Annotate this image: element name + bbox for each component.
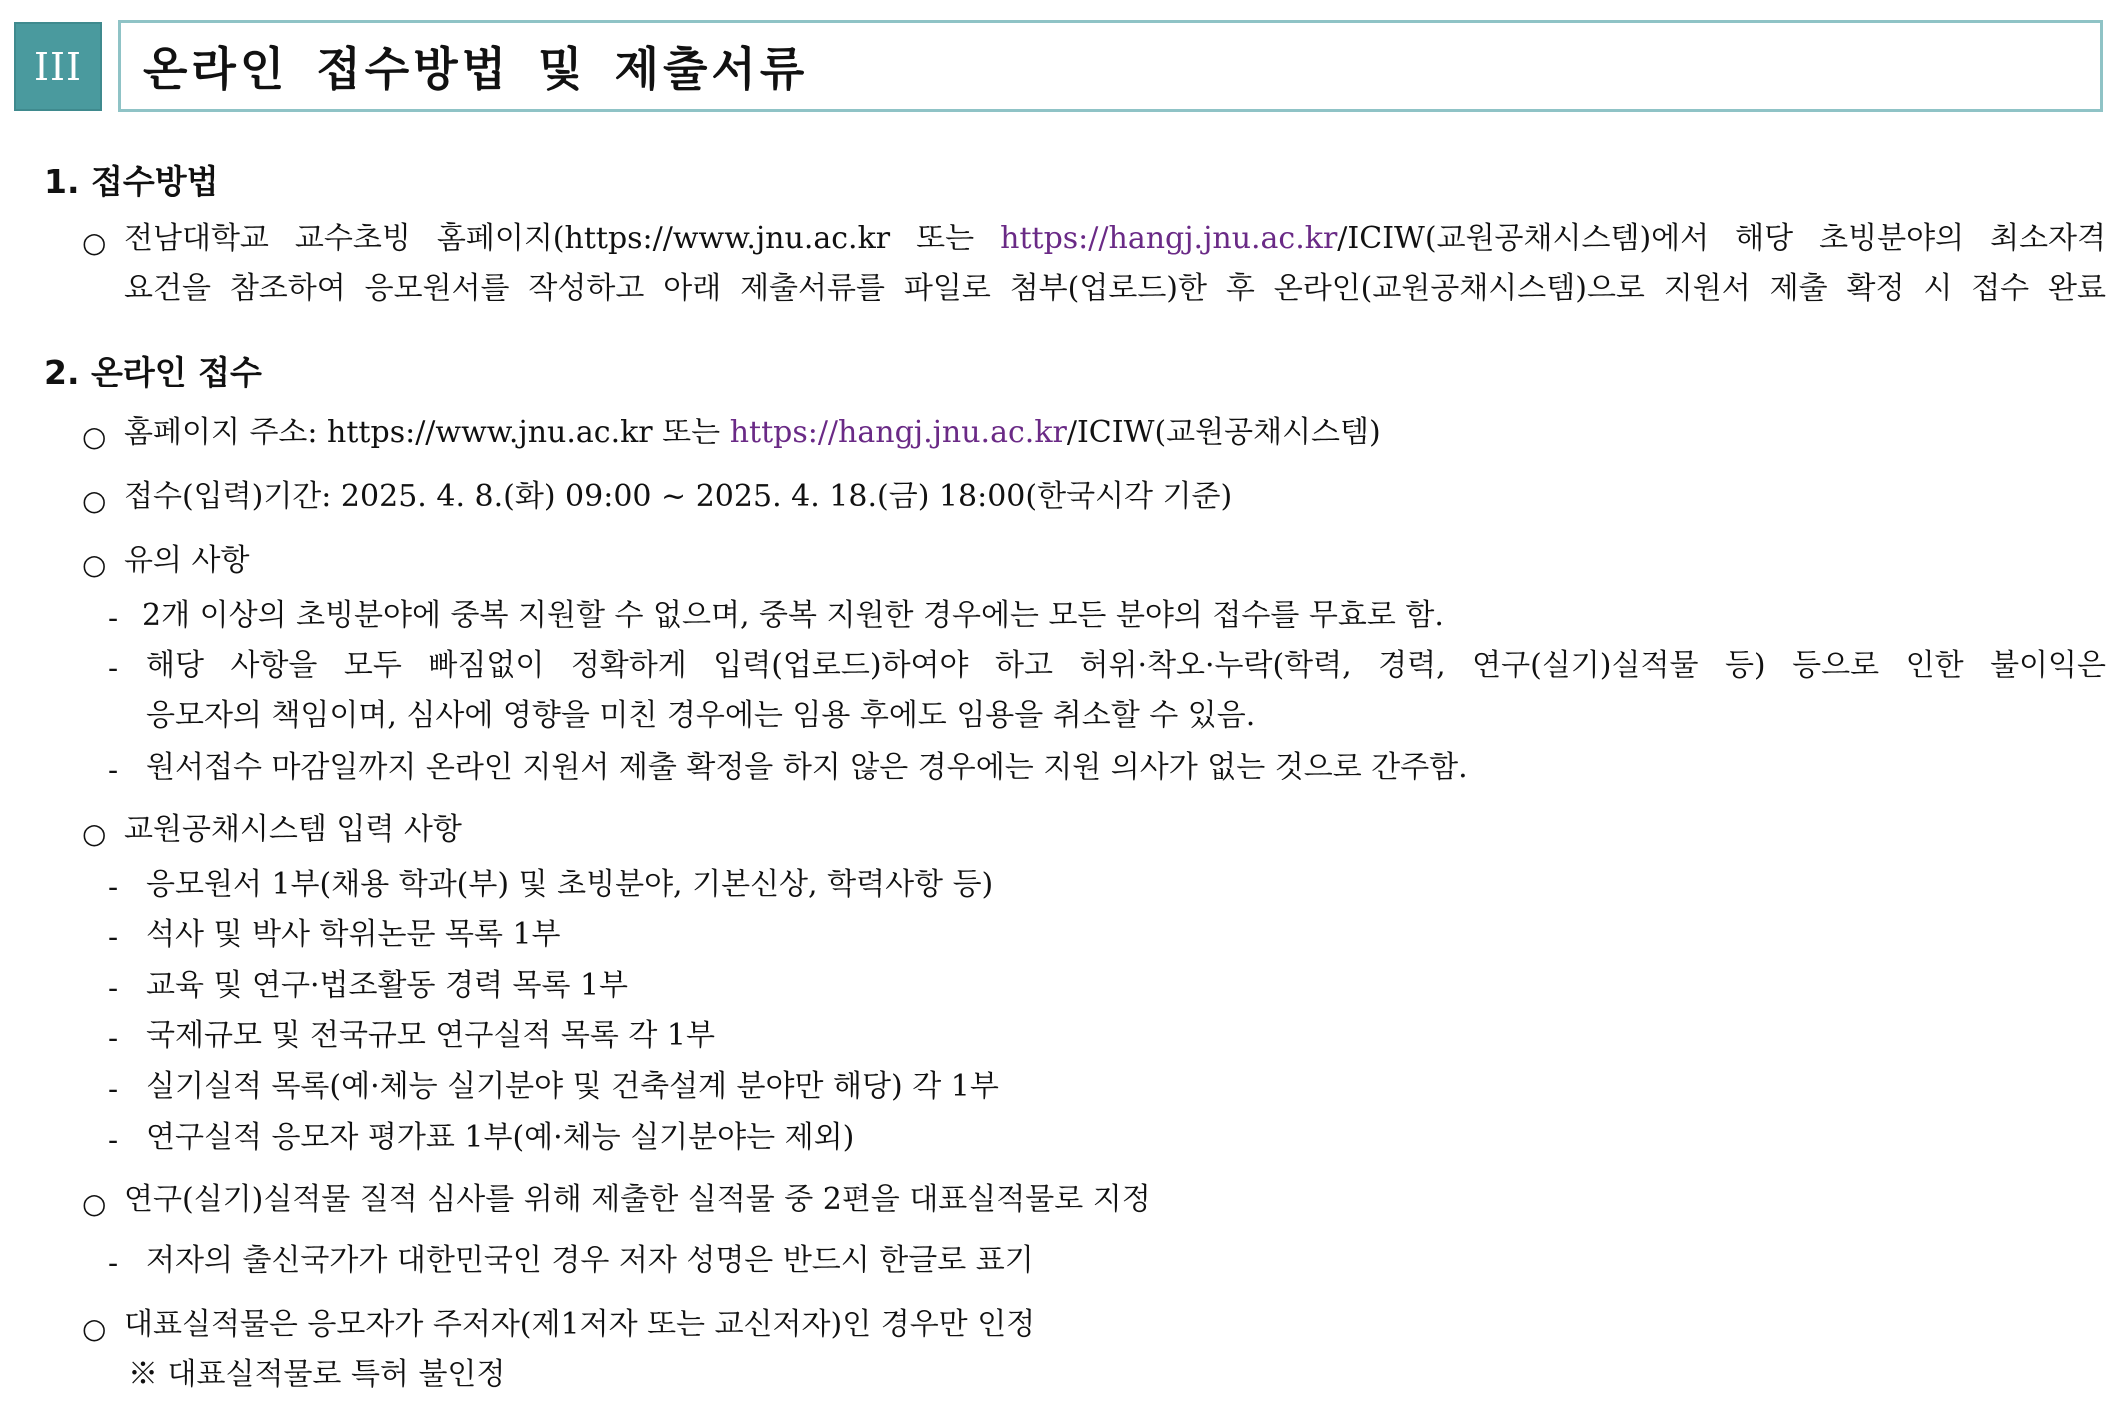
- rep-note: 저자의 출신국가가 대한민국인 경우 저자 성명은 반드시 한글로 표기: [146, 1243, 1034, 1278]
- hangj-link[interactable]: https://hangj.jnu.ac.kr: [1000, 221, 1338, 256]
- notes-title: 유의 사항: [124, 543, 250, 578]
- bullet-icon: ○: [82, 548, 107, 581]
- title-box: [118, 20, 2103, 112]
- bullet-icon: ○: [82, 1187, 107, 1220]
- input-item: 석사 및 박사 학위논문 목록 1부: [146, 917, 561, 952]
- note-item: 원서접수 마감일까지 온라인 지원서 제출 확정을 하지 않은 경우에는 지원 의사가 없는 것으로 간주함.: [146, 750, 1468, 785]
- section1-para-line1: 전남대학교 교수초빙 홈페이지(https://www.jnu.ac.kr 또는 https://hangj.jnu.ac.kr/ICIW(교원공채시스템)에서 해당 초빙분야의 최소자격: [124, 221, 2107, 256]
- note-item: 2개 이상의 초빙분야에 중복 지원할 수 없으며, 중복 지원한 경우에는 모든 분야의 접수를 무효로 함.: [142, 598, 1444, 633]
- dash-icon: -: [108, 870, 119, 905]
- dash-icon: -: [108, 1246, 119, 1281]
- dash-icon: -: [108, 1021, 119, 1056]
- section1-heading: 1. 접수방법: [44, 162, 219, 201]
- bullet-icon: ○: [82, 484, 107, 517]
- bullet-icon: ○: [82, 1312, 107, 1345]
- input-item: 실기실적 목록(예·체능 실기분야 및 건축설계 분야만 해당) 각 1부: [146, 1069, 999, 1104]
- note-item: 해당 사항을 모두 빠짐없이 정확하게 입력(업로드)하여야 하고 허위·착오·누락(학력, 경력, 연구(실기)실적물 등) 등으로 인한 불이익은: [146, 648, 2106, 683]
- bullet-icon: ○: [82, 420, 107, 453]
- main-author-title: 대표실적물은 응모자가 주저자(제1저자 또는 교신저자)인 경우만 인정: [124, 1307, 1036, 1342]
- homepage-address: 홈페이지 주소: https://www.jnu.ac.kr 또는 https://hangj.jnu.ac.kr/ICIW(교원공채시스템): [124, 415, 1381, 450]
- input-item: 교육 및 연구·법조활동 경력 목록 1부: [146, 968, 629, 1003]
- dash-icon: -: [108, 1072, 119, 1107]
- patent-note: ※ 대표실적물로 특허 불인정: [128, 1357, 506, 1392]
- section1-para-line2: 요건을 참조하여 응모원서를 작성하고 아래 제출서류를 파일로 첨부(업로드)한 후 온라인(교원공채시스템)으로 지원서 제출 확정 시 접수 완료: [124, 271, 2106, 306]
- input-item: 국제규모 및 전국규모 연구실적 목록 각 1부: [146, 1018, 715, 1053]
- bullet-icon: ○: [82, 226, 107, 259]
- section-numeral: III: [33, 44, 83, 89]
- bullet-icon: ○: [82, 817, 107, 850]
- section2-heading: 2. 온라인 접수: [44, 353, 262, 392]
- input-item: 응모원서 1부(채용 학과(부) 및 초빙분야, 기본신상, 학력사항 등): [146, 867, 994, 902]
- dash-icon: -: [108, 753, 119, 788]
- dash-icon: -: [108, 1123, 119, 1158]
- dash-icon: -: [108, 601, 119, 636]
- note-item-continued: 응모자의 책임이며, 심사에 영향을 미친 경우에는 임용 후에도 임용을 취소할 수 있음.: [146, 698, 1256, 733]
- dash-icon: -: [108, 651, 119, 686]
- page-title: 온라인 접수방법 및 제출서류: [143, 42, 809, 96]
- dash-icon: -: [108, 971, 119, 1006]
- dash-icon: -: [108, 920, 119, 955]
- rep-title: 연구(실기)실적물 질적 심사를 위해 제출한 실적물 중 2편을 대표실적물로 지정: [124, 1182, 1151, 1217]
- application-period: 접수(입력)기간: 2025. 4. 8.(화) 09:00 ~ 2025. 4. 18.(금) 18:00(한국시각 기준): [124, 479, 1233, 514]
- input-title: 교원공채시스템 입력 사항: [124, 812, 462, 847]
- hangj-link[interactable]: https://hangj.jnu.ac.kr: [729, 415, 1067, 450]
- input-item: 연구실적 응모자 평가표 1부(예·체능 실기분야는 제외): [146, 1120, 855, 1155]
- section-numeral-box: [14, 22, 102, 111]
